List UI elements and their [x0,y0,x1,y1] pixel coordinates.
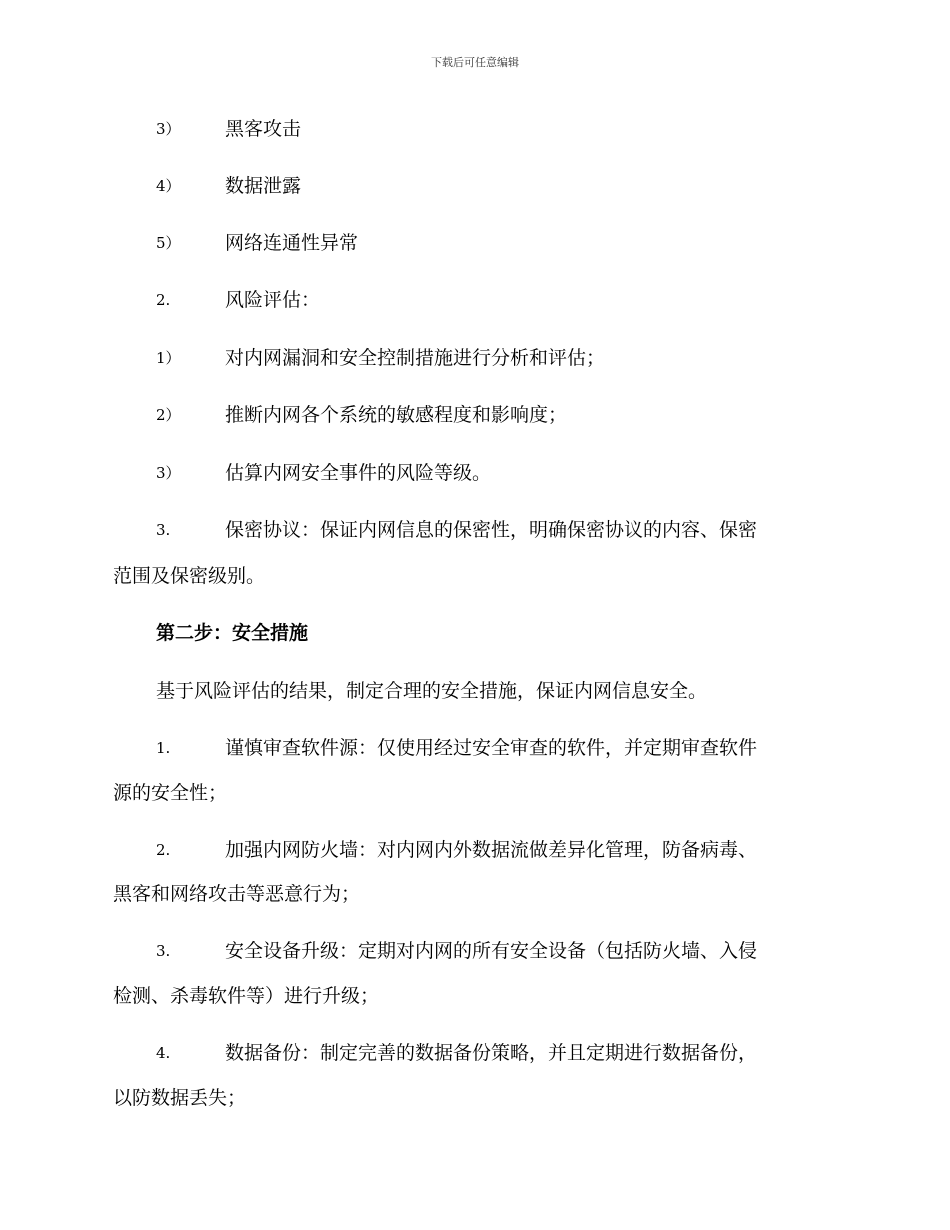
list-number: 4. [156,1044,171,1062]
list-text-continuation: 黑客和网络攻击等恶意行为； [113,883,361,905]
paragraph-text: 基于风险评估的结果，制定合理的安全措施，保证内网信息安全。 [156,680,708,702]
list-number: 3） [156,120,181,138]
list-text-continuation: 以防数据丢失； [113,1087,247,1109]
list-number: 5） [156,234,181,252]
list-text-continuation: 源的安全性； [113,782,228,804]
list-text: 推断内网各个系统的敏感程度和影响度； [225,404,568,426]
list-text: 网络连通性异常 [225,232,359,254]
list-text: 保密协议：保证内网信息的保密性，明确保密协议的内容、保密 [225,519,758,541]
list-number: 3. [156,942,171,960]
page-header: 下载后可任意编辑 [431,56,519,69]
list-text: 数据备份：制定完善的数据备份策略，并且定期进行数据备份， [225,1042,758,1064]
list-text-continuation: 检测、杀毒软件等）进行升级； [113,985,380,1007]
list-number: 3） [156,464,181,482]
list-text: 风险评估： [225,289,321,311]
list-number: 1. [156,739,171,757]
list-text: 黑客攻击 [225,118,302,140]
list-number: 2. [156,291,171,309]
list-text: 谨慎审查软件源：仅使用经过安全审查的软件，并定期审查软件 [225,737,758,759]
list-number: 2） [156,406,181,424]
list-text: 加强内网防火墙：对内网内外数据流做差异化管理，防备病毒、 [225,839,758,861]
list-text: 数据泄露 [225,175,302,197]
list-number: 4） [156,177,181,195]
section-heading-text: 第二步：安全措施 [156,622,309,644]
list-number: 3. [156,521,171,539]
list-number: 1） [156,349,181,367]
list-text-continuation: 范围及保密级别。 [113,565,266,587]
list-text: 安全设备升级：定期对内网的所有安全设备（包括防火墙、入侵 [225,940,758,962]
list-text: 对内网漏洞和安全控制措施进行分析和评估； [225,347,606,369]
list-text: 估算内网安全事件的风险等级。 [225,462,492,484]
list-number: 2. [156,841,171,859]
